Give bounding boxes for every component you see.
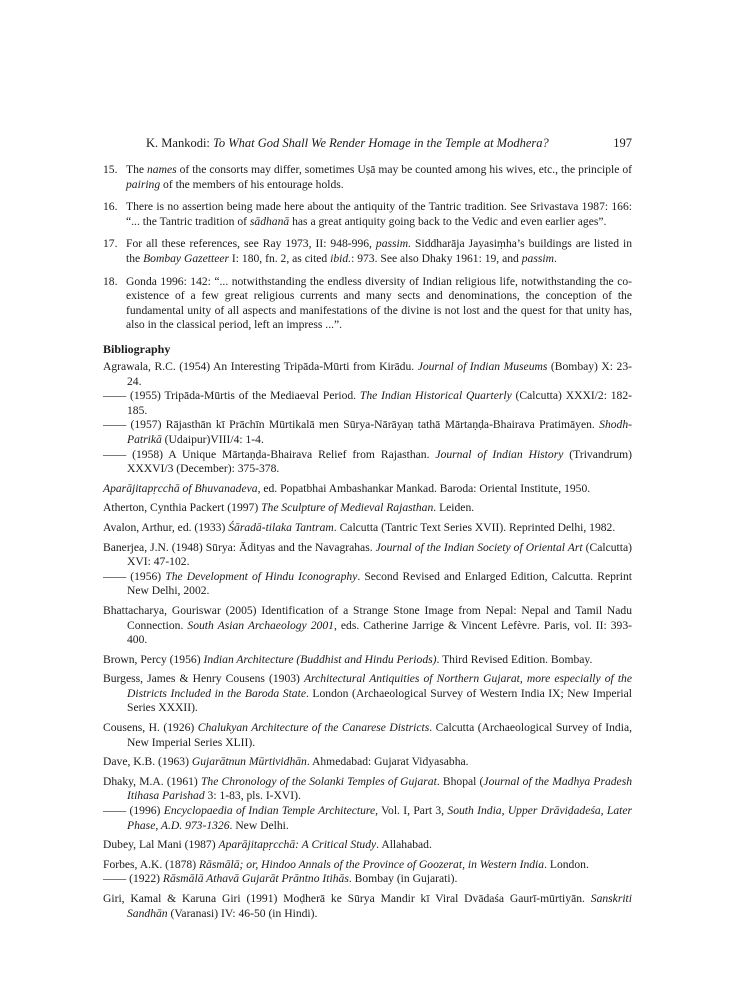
italic-text: ibid.	[330, 251, 352, 265]
text-run: (Calcutta) XVI: 47-102.	[127, 540, 632, 569]
bibliography-entry	[103, 755, 632, 770]
text-run: —— (1956)	[103, 569, 166, 583]
bibliography-entry	[103, 604, 632, 648]
text-run: Forbes, A.K. (1878)	[103, 857, 199, 871]
italic-text: Bombay Gazetteer	[143, 251, 230, 265]
endnote-text	[126, 163, 632, 191]
text-run: Siddharāja Jayasiṃha’s buildings are listed in the	[126, 237, 632, 265]
endnote-item	[103, 237, 632, 266]
text-run: (Trivandrum) XXXVI/3 (December): 375-378.	[127, 447, 632, 476]
endnote-item	[103, 200, 632, 229]
text-run: . Second Revised and Enlarged Edition, Calcutta. Reprint New Delhi, 2002.	[127, 569, 632, 598]
text-run: , ed. Popatbhai Ambashankar Mankad. Baroda: Oriental Institute, 1950.	[257, 481, 591, 495]
italic-text: South India, Upper Drāviḍadeśa, Later Phase, A.D. 973-1326	[127, 804, 632, 832]
text-run: (Calcutta) XXXI/2: 182-185.	[127, 389, 632, 417]
reference-line	[103, 501, 632, 516]
italic-text: Journal of the Madhya Pradesh Itihasa Parishad	[127, 774, 632, 803]
reference-line	[103, 838, 632, 853]
text-run: Brown, Percy (1956)	[103, 652, 204, 666]
text-run: —— (1922)	[103, 872, 163, 886]
italic-text: The Sculpture of Medieval Rajasthan	[261, 501, 434, 515]
text-run: Dhaky, M.A. (1961)	[103, 774, 201, 788]
reference-line	[103, 604, 632, 648]
bibliography-entry	[103, 892, 632, 921]
endnote-number: 16.	[103, 200, 118, 214]
italic-text: pairing	[126, 177, 161, 191]
reference-line	[103, 418, 632, 447]
reference-line	[103, 804, 632, 833]
bibliography-entry	[103, 482, 632, 497]
italic-text: sādhanā	[249, 214, 290, 228]
bibliography-list	[103, 360, 632, 926]
italic-text: passim.	[375, 237, 412, 251]
italic-text: Gujarātnun Mūrtividhān	[191, 755, 307, 769]
italic-text: The Chronology of the Solanki Temples of Gujarat	[200, 774, 437, 788]
bibliography-entry	[103, 858, 632, 887]
italic-text: Śāradā-tilaka Tantram	[228, 520, 334, 534]
page-number: 197	[613, 136, 632, 150]
reference-line	[103, 892, 632, 921]
bibliography-entry	[103, 541, 632, 599]
reference-line	[103, 653, 632, 668]
text-run: . Bombay (in Gujarati).	[348, 872, 458, 886]
text-run: . New Delhi.	[229, 818, 289, 832]
bibliography-entry	[103, 775, 632, 833]
italic-text: names	[147, 163, 177, 176]
text-run: The	[126, 163, 147, 176]
reference-line	[103, 389, 632, 418]
text-run: (Varanasi) IV: 46-50 (in Hindi).	[167, 906, 318, 920]
endnote-number: 18.	[103, 274, 118, 288]
reference-line	[103, 721, 632, 750]
italic-text: Rāsmālā; or, Hindoo Annals of the Province of Goozerat, in Western India	[198, 857, 545, 871]
bibliography-heading: Bibliography	[103, 342, 171, 356]
reference-line	[103, 541, 632, 570]
text-run: . London.	[544, 857, 589, 871]
italic-text: Indian Architecture (Buddhist and Hindu Periods)	[203, 652, 437, 666]
reference-line	[103, 521, 632, 536]
text-run: (Bombay) X: 23-24.	[127, 360, 632, 388]
text-run: . Calcutta (Tantric Text Series XVII). Reprinted Delhi, 1982.	[333, 520, 616, 534]
italic-text: Rāsmālā Athavā Gujarāt Prāntno Itihās	[162, 872, 349, 886]
bibliography-entry	[103, 721, 632, 750]
text-run: Agrawala, R.C. (1954) An Interesting Tripāda-Mūrti from Kirādu.	[103, 360, 418, 373]
endnote-number: 15.	[103, 163, 118, 176]
text-run: Gonda 1996: 142: “... notwithstanding the endless diversity of Indian religious life, notwithstanding the co-existence of a few great religious currents and many sects and denominations, the conception of the fundamental unity of all aspects and manifestations of the divine is not lost and the quest for that unity has, also in the classical period, left an impress ...”.	[126, 274, 632, 332]
text-run: Bhattacharya, Gouriswar (2005) Identification of a Strange Stone Image from Nepal: Nepal and Tamil Nadu Connection.	[103, 603, 632, 632]
reference-line	[103, 858, 632, 873]
italic-text: Encyclopaedia of Indian Temple Architecture	[163, 804, 376, 818]
text-run: I: 180, fn. 2, as cited	[229, 251, 331, 265]
text-run: . Third Revised Edition. Bombay.	[436, 652, 593, 666]
italic-text: Aparājitapṛcchā: A Critical Study	[218, 838, 377, 852]
italic-text: The Development of Hindu Iconography	[165, 569, 358, 583]
text-run: 3: 1-83, pls. I-XVI).	[204, 789, 301, 803]
text-run: Atherton, Cynthia Packert (1997)	[103, 501, 262, 515]
italic-text: South Asian Archaeology 2001	[187, 618, 334, 632]
text-run: . Ahmedabad: Gujarat Vidyasabha.	[306, 755, 469, 769]
reference-line	[103, 570, 632, 599]
reference-line	[103, 872, 632, 887]
reference-line	[103, 775, 632, 804]
text-run: . London (Archaeological Survey of Western India IX; New Imperial Series XXXII).	[127, 686, 632, 715]
endnote-item	[103, 275, 632, 333]
endnote-text	[126, 275, 632, 332]
text-run: Dave, K.B. (1963)	[103, 755, 192, 769]
endnote-text	[126, 237, 632, 265]
italic-text: Sanskriti Sandhān	[127, 892, 632, 920]
text-run: —— (1996)	[103, 804, 164, 818]
text-run: —— (1955) Tripāda-Mūrtis of the Mediaeval Period.	[103, 389, 360, 403]
text-run: There is no assertion being made here about the antiquity of the Tantric tradition. See Srivastava 1987: 166: “... the Tantric tradition of	[126, 200, 632, 228]
text-run: . Leiden.	[433, 501, 475, 515]
text-run: . Allahabad.	[376, 838, 432, 852]
text-run: Avalon, Arthur, ed. (1933)	[103, 520, 229, 534]
text-run: , Vol. I, Part 3,	[375, 804, 448, 818]
text-run: Burgess, James & Henry Cousens (1903)	[103, 672, 304, 686]
italic-text: Aparājitapṛcchā of Bhuvanadeva	[103, 481, 258, 495]
text-run: Dubey, Lal Mani (1987)	[103, 838, 219, 852]
italic-text: Journal of Indian Museums	[417, 360, 548, 373]
italic-text: Chalukyan Architecture of the Canarese Districts	[197, 721, 430, 735]
text-run: Cousens, H. (1926)	[103, 721, 198, 735]
bibliography-entry	[103, 501, 632, 516]
bibliography-entry	[103, 653, 632, 668]
bibliography-entry	[103, 360, 632, 477]
reference-line	[103, 448, 632, 477]
italic-text: Journal of Indian History	[435, 447, 564, 461]
italic-text: passim	[521, 251, 554, 265]
running-title: K. Mankodi: To What God Shall We Render Homage in the Temple at Modhera?	[146, 136, 549, 150]
italic-text: Shodh-Patrikā	[127, 418, 632, 446]
endnote-number: 17.	[103, 237, 118, 251]
endnote-item	[103, 163, 632, 192]
bibliography-entry	[103, 672, 632, 716]
text-run: , eds. Catherine Jarrige & Vincent Lefèvre. Paris, vol. II: 393-400.	[127, 618, 632, 647]
text-run: of the consorts may differ, sometimes Uṣā may be counted among his wives, etc., the principle of	[176, 163, 632, 176]
running-header	[146, 136, 632, 151]
text-run: For all these references, see Ray 1973, II: 948-996,	[126, 237, 376, 251]
reference-line	[103, 482, 632, 497]
text-run: Giri, Kamal & Karuna Giri (1991) Moḍherā ke Sūrya Mandir kī Viral Dvādaśa Gaurī-mūrtiyān.	[103, 892, 591, 905]
text-run: (Udaipur)VIII/4: 1-4.	[161, 432, 264, 446]
bibliography-entry	[103, 521, 632, 536]
italic-text: Journal of the Indian Society of Oriental Art	[375, 540, 583, 554]
italic-text: Architectural Antiquities of Northern Gujarat, more especially of the Districts Included in the Baroda State	[127, 672, 632, 700]
text-run: of the members of his entourage holds.	[160, 177, 344, 191]
bibliography-entry	[103, 838, 632, 853]
text-run: Banerjea, J.N. (1948) Sūrya: Ādityas and the Navagrahas.	[103, 540, 376, 554]
text-run: : 973. See also Dhaky 1961: 19, and	[351, 251, 522, 265]
text-run: .	[553, 251, 557, 265]
text-run: . Bhopal (	[436, 774, 484, 788]
italic-text: The Indian Historical Quarterly	[359, 389, 512, 403]
text-run: —— (1958) A Unique Mārtaṇḍa-Bhairava Relief from Rajasthan.	[103, 447, 436, 461]
text-run: —— (1957) Rājasthān kī Prāchīn Mūrtikalā men Sūrya-Nārāyaṇ tathā Mārtaṇḍa-Bhairava Pratimāyen.	[103, 418, 600, 432]
text-run: has a great antiquity going back to the Vedic and even earlier ages”.	[289, 214, 607, 228]
reference-line	[103, 360, 632, 389]
reference-line	[103, 672, 632, 716]
text-run: . Calcutta (Archaeological Survey of India, New Imperial Series XLII).	[127, 721, 632, 749]
reference-line	[103, 755, 632, 770]
endnotes	[103, 163, 632, 341]
endnote-text	[126, 200, 632, 228]
